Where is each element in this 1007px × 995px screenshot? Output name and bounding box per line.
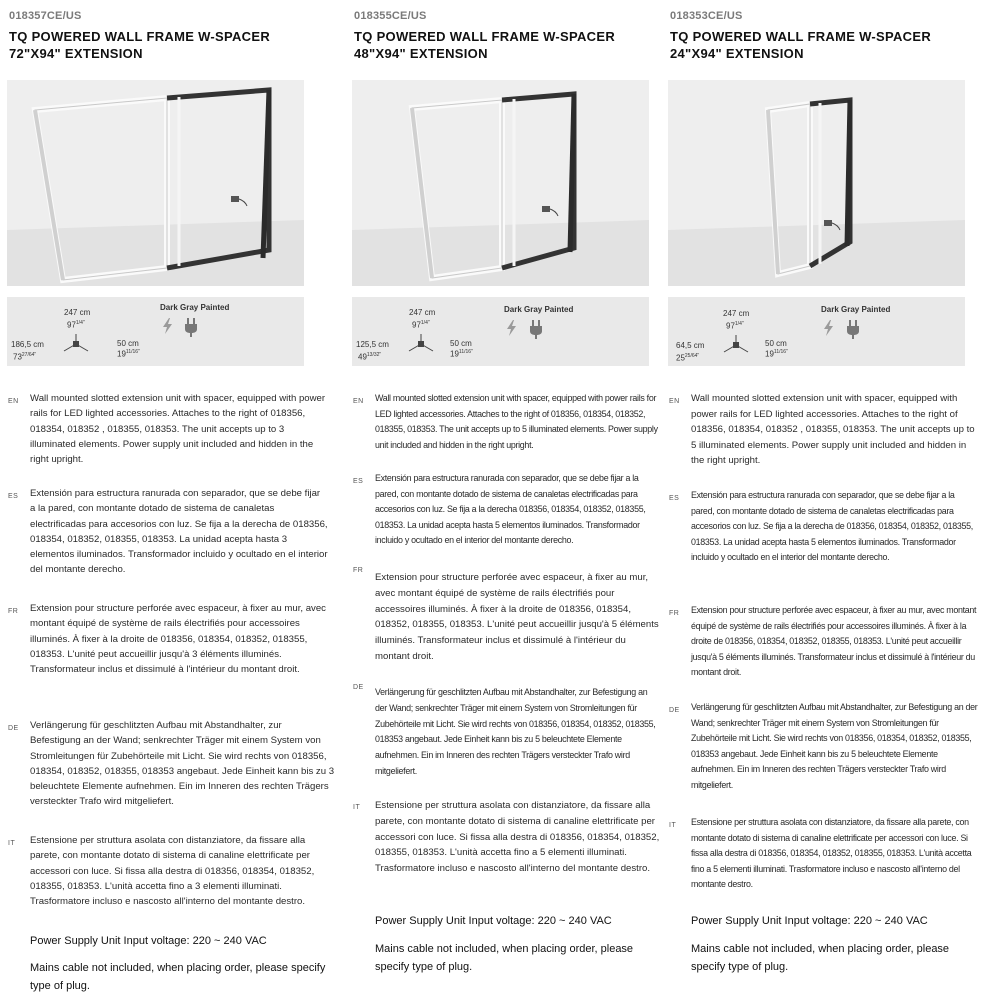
lang-tag-es: ES (353, 478, 364, 485)
description-es: Extensión para estructura ranurada con separador, que se debe fijar a la pared, con montante dotado de sistema de canaletas electrificadas para accesorios con luz. Se fija a la derecha de 018356, 018354, 018352, 018355, 018353. La unidad acepta hasta 5 elementos iluminados. Transformador incluido y ocultado en el interior del montante derecho. (691, 490, 973, 563)
frame-render-illustration (668, 80, 965, 286)
frame-render-illustration (7, 80, 304, 286)
description-fr: Extension pour structure perforée avec espaceur, à fixer au mur, avec montant équipé de système de rails électrifiés pour accessoires illuminés. À fixer à la droite de 018356, 018354, 018352, 018355, 018353. L'unité peut accueillir jusqu'à 3 éléments illuminés. Transformateur inclus et dissimulé à l'intérieur du montant droit. (30, 603, 326, 676)
mains-cable-note: Mains cable not included, when placing order, please specify type of plug. (691, 943, 950, 973)
width-cm: 247 cm (64, 308, 91, 317)
mains-cable-note: Mains cable not included, when placing order, please specify type of plug. (375, 943, 634, 973)
product-title-line-1: TQ POWERED WALL FRAME W-SPACER (9, 29, 271, 44)
description-de: Verlängerung für geschlitzten Aufbau mit Abstandhalter, zur Befestigung an der Wand; senkrechter Träger mit einem System von Stromleitungen für Zubehörteile mit Licht. Sie wird rechts von 018356, 018354, 018352, 018355, 018353 angebaut. Jede Einheit kann bis zu 5 beleuchtete Elemente aufnehmen. Ein im Inneren des rechten Trägers versteckter Trafo wird mitgeliefert. (691, 702, 978, 790)
product-photo (7, 80, 304, 286)
lang-tag-de: DE (353, 684, 364, 691)
lang-tag-it: IT (8, 840, 16, 847)
lang-tag-fr: FR (8, 608, 19, 615)
power-supply-note: Power Supply Unit Input voltage: 220 ~ 240 VAC (691, 915, 928, 927)
dimension-axes-icon (406, 333, 436, 355)
description-en: Wall mounted slotted extension unit with spacer, equipped with power rails for LED lighted accessories. Attaches to the right of 018356, 018354, 018352 , 018355, 018353. The unit accepts up to 3 illuminated elements. Power supply unit included and hidden in the right upright. (30, 393, 326, 466)
description-it: Estensione per struttura asolata con distanziatore, da fissare alla parete, con montante dotato di sistema di canaline elettrificate per accessori con luce. Si fissa alla destra di 018356, 018354, 018352, 018355, 018353. L'unità accetta fino a 5 elementi illuminati. Trasformatore incluso e nascosto all'interno del montante destro. (691, 817, 972, 890)
description-es: Extensión para estructura ranurada con separador, que se debe fijar a la pared, con montante dotado de sistema de canaletas electrificadas para accesorios con luz. Se fija a la derecha 018356, 018354, 018352, 018355, 018353. La unidad acepta hasta 5 elementos iluminados. Transformador incluido y ocultado en el interior del montante derecho. (375, 473, 646, 545)
product-column-3 (661, 0, 1007, 995)
height-in: $49^{13/32"}$ (358, 352, 382, 362)
height-cm: 64,5 cm (676, 341, 705, 350)
width-in: $97^{1/4"}$ (726, 321, 744, 331)
power-supply-note: Power Supply Unit Input voltage: 220 ~ 240 VAC (30, 935, 267, 947)
description-en: Wall mounted slotted extension unit with spacer, equipped with power rails for LED lighted accessories. Attaches to the right of 018356, 018354, 018352, 018355, 018353. The unit accepts up to 5 illuminated elements. Power supply unit included and hidden in the right upright. (375, 393, 658, 450)
product-title-line-1: TQ POWERED WALL FRAME W-SPACER (670, 29, 932, 44)
dimensions-panel (352, 297, 649, 366)
dimension-axes-icon (721, 334, 751, 356)
power-supply-note: Power Supply Unit Input voltage: 220 ~ 240 VAC (375, 915, 612, 927)
lang-tag-it: IT (669, 822, 677, 829)
description-it: Estensione per struttura asolata con distanziatore, da fissare alla parete, con montante dotato di sistema di canaline elettrificate per accessori con luce. Si fissa alla destra di 018356, 018354, 018352, 018355, 018353. L'unità accetta fino a 5 elementi illuminati. Trasformatore incluso e nascosto all'interno del montante destro. (375, 800, 660, 875)
width-cm: 247 cm (723, 309, 750, 318)
lang-tag-es: ES (8, 493, 19, 500)
frame-render-illustration (352, 80, 649, 286)
description-de: Verlängerung für geschlitzten Aufbau mit Abstandhalter, zur Befestigung an der Wand; senkrechter Träger mit einem System von Stromleitungen für Zubehörteile mit Licht. Sie wird rechts von 018356, 018354, 018352, 018355, 018353 angebaut. Jede Einheit kann bis zu 3 beleuchtete Elemente aufnehmen. Ein im Inneren des rechten Trägers versteckter Trafo wird mitgeliefert. (30, 720, 335, 808)
width-in: $97^{1/4"}$ (412, 320, 430, 330)
description-es: Extensión para estructura ranurada con separador, que se debe fijar a la pared, con montante dotado de sistema de canaletas electrificadas para accesorios con luz. Se fija a la derecha de 018356, 018354, 018352, 018355, 018353. La unidad acepta hasta 3 elementos iluminados. Transformador incluido y ocultado en el interior del montante derecho. (30, 488, 328, 576)
lang-tag-es: ES (669, 495, 680, 502)
power-bolt-icon (821, 319, 835, 337)
product-column-2 (345, 0, 660, 995)
lang-tag-de: DE (669, 707, 680, 714)
dimensions-panel (668, 297, 965, 366)
lang-tag-en: EN (353, 398, 364, 405)
finish-label: Dark Gray Painted (821, 305, 891, 314)
height-cm: 125,5 cm (356, 340, 389, 349)
height-in: $25^{25/64"}$ (676, 353, 700, 363)
lang-tag-fr: FR (669, 610, 680, 617)
dimension-axes-icon (61, 333, 91, 355)
depth-in: $19^{11/16"}$ (765, 349, 788, 359)
plug-icon (528, 319, 544, 339)
depth-cm: 50 cm (117, 339, 139, 348)
description-fr: Extension pour structure perforée avec espaceur, à fixer au mur, avec montant équipé de système de rails électrifiés pour accessoires illuminés. À fixer à la droite de 018356, 018354, 018352, 018355, 018353. L'unité peut accueillir jusqu'à 5 éléments illuminés. Transformateur inclus et dissimulé à l'intérieur du montant droit. (691, 605, 977, 678)
power-bolt-icon (504, 319, 518, 337)
description-fr: Extension pour structure perforée avec espaceur, à fixer au mur, avec montant équipé de système de rails électrifiés pour accessoires illuminés. À fixer à la droite de 018356, 018354, 018352, 018355, 018353. L'unité peut accueillir jusqu'à 5 éléments illuminés. Transformateur inclus et dissimulé à l'intérieur du montant droit. (375, 572, 659, 662)
lang-tag-en: EN (8, 398, 19, 405)
plug-icon (183, 317, 199, 337)
height-cm: 186,5 cm (11, 340, 44, 349)
product-code: 018353CE/US (670, 10, 743, 22)
product-title-line-2: 72"X94" EXTENSION (9, 46, 143, 61)
lang-tag-it: IT (353, 804, 361, 811)
lang-tag-en: EN (669, 398, 680, 405)
lang-tag-fr: FR (353, 567, 364, 574)
depth-cm: 50 cm (765, 339, 787, 348)
description-en: Wall mounted slotted extension unit with spacer, equipped with power rails for LED lighted accessories. Attaches to the right of 018356, 018354, 018352 , 018355, 018353. The unit accepts up to 5 illuminated elements. Power supply unit included and hidden in the right upright. (691, 393, 975, 467)
product-title-line-2: 24"X94" EXTENSION (670, 46, 804, 61)
dimensions-panel (7, 297, 304, 366)
height-in: $73^{27/64"}$ (13, 352, 37, 362)
description-de: Verlängerung für geschlitzten Aufbau mit Abstandhalter, zur Befestigung an der Wand; senkrechter Träger mit einem System von Stromleitungen für Zubehörteile mit Licht. Sie wird rechts von 018356, 018354, 018352, 018355, 018353 angebaut. Jede Einheit kann bis zu 5 beleuchtete Elemente aufnehmen. Ein im Inneren des rechten Trägers versteckter Trafo wird mitgeliefert. (375, 687, 656, 776)
depth-in: $19^{11/16"}$ (450, 349, 473, 359)
product-title-line-2: 48"X94" EXTENSION (354, 46, 488, 61)
finish-label: Dark Gray Painted (504, 305, 574, 314)
product-photo (352, 80, 649, 286)
finish-label: Dark Gray Painted (160, 303, 230, 312)
width-in: $97^{1/4"}$ (67, 320, 85, 330)
product-code: 018357CE/US (9, 10, 82, 22)
plug-icon (845, 319, 861, 339)
description-it: Estensione per struttura asolata con distanziatore, da fissare alla parete, con montante dotato di sistema di canaline elettrificate per accessori con luce. Si fissa alla destra di 018356, 018354, 018352, 018355, 018353. L'unità accetta fino a 3 elementi illuminati. Trasformatore incluso e nascosto all'interno del montante destro. (30, 835, 315, 908)
product-title-line-1: TQ POWERED WALL FRAME W-SPACER (354, 29, 616, 44)
power-bolt-icon (160, 317, 174, 335)
mains-cable-note: Mains cable not included, when placing order, please specify type of plug. (30, 962, 326, 992)
product-photo (668, 80, 965, 286)
width-cm: 247 cm (409, 308, 436, 317)
depth-in: $19^{11/16"}$ (117, 349, 140, 359)
product-code: 018355CE/US (354, 10, 427, 22)
depth-cm: 50 cm (450, 339, 472, 348)
lang-tag-de: DE (8, 725, 19, 732)
product-column-1 (0, 0, 335, 995)
